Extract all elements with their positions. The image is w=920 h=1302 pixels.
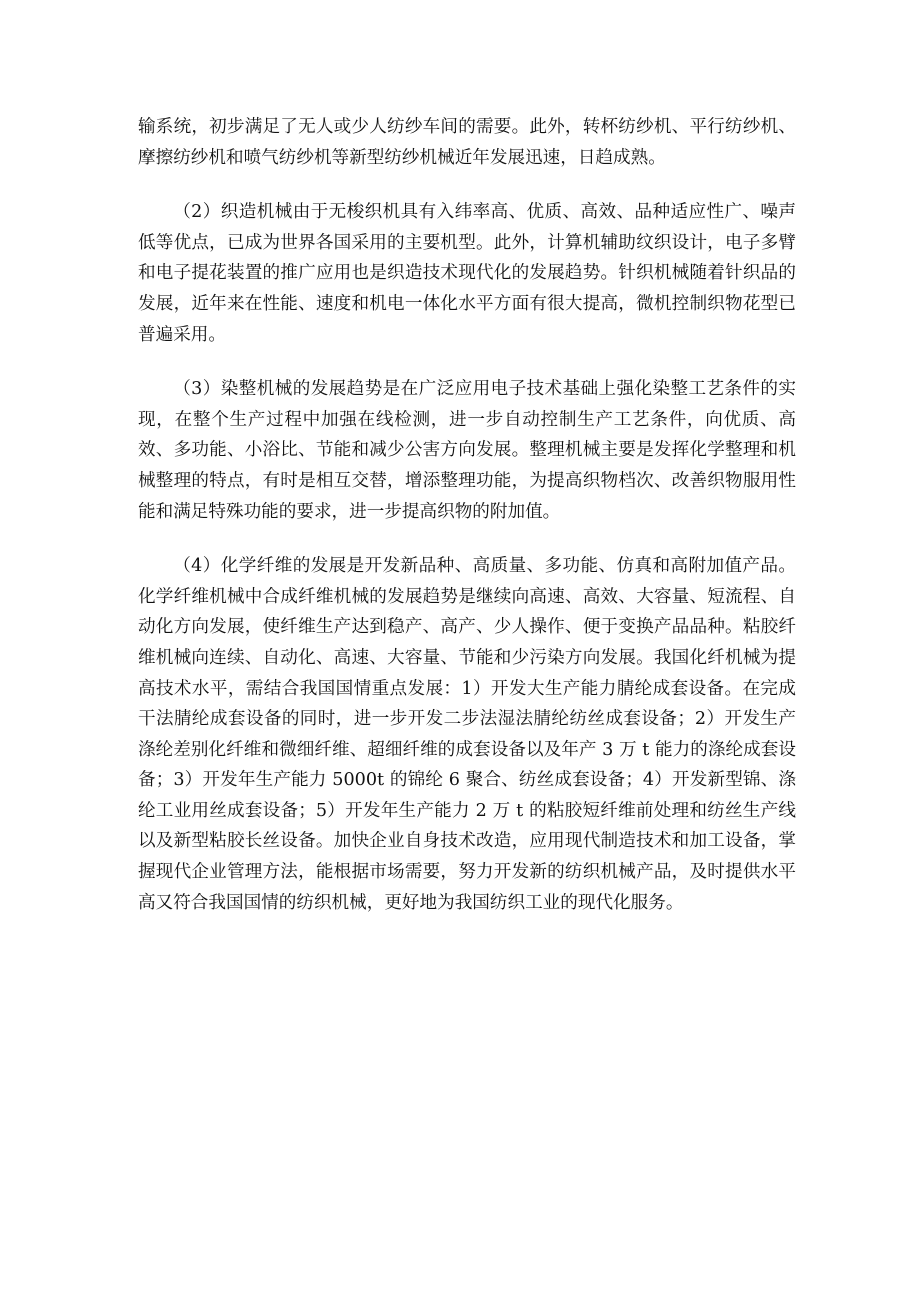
paragraph-continuation: 输系统，初步满足了无人或少人纺纱车间的需要。此外，转杯纺纱机、平行纺纱机、摩擦纺纱机和喷气纺纱机等新型纺纱机械近年发展迅速，日趋成熟。 — [138, 117, 796, 168]
paragraph-dyeing-finishing-machinery: （3）染整机械的发展趋势是在广泛应用电子技术基础上强化染整工艺条件的实现，在整个生产过程中加强在线检测，进一步自动控制生产工艺条件，向优质、高效、多功能、小浴比、节能和减少公害方向发展。整理机械主要是发挥化学整理和机械整理的特点，有时是相互交替，增添整理功能，为提高织物档次、改善织物服用性能和满足特殊功能的要求，进一步提高织物的附加值。 — [138, 379, 796, 522]
document-body — [138, 112, 796, 918]
paragraph-chemical-fiber-machinery: （4）化学纤维的发展是开发新品种、高质量、多功能、仿真和高附加值产品。化学纤维机械中合成纤维机械的发展趋势是继续向高速、高效、大容量、短流程、自动化方向发展，使纤维生产达到稳产、高产、少人操作、便于变换产品品种。粘胶纤维机械向连续、自动化、高速、大容量、节能和少污染方向发展。我国化纤机械为提高技术水平，需结合我国国情重点发展：1）开发大生产能力腈纶成套设备。在完成干法腈纶成套设备的同时，进一步开发二步法湿法腈纶纺丝成套设备；2）开发生产涤纶差别化纤维和微细纤维、超细纤维的成套设备以及年产 3 万 t 能力的涤纶成套设备；3）开发年生产能力 5000t 的锦纶 6 聚合、纺丝成套设备；4）开发新型锦、涤纶工业用丝成套设备；5）开发年生产能力 2 万 t 的粘胶短纤维前处理和纺丝生产线以及新型粘胶长丝设备。加快企业自身技术改造，应用现代制造技术和加工设备，掌握现代企业管理方法，能根据市场需要，努力开发新的纺织机械产品，及时提供水平高又符合我国国情的纺织机械，更好地为我国纺织工业的现代化服务。 — [138, 556, 796, 913]
paragraph-weaving-machinery: （2）织造机械由于无梭织机具有入纬率高、优质、高效、品种适应性广、噪声低等优点，已成为世界各国采用的主要机型。此外，计算机辅助纹织设计，电子多臂和电子提花装置的推广应用也是织造技术现代化的发展趋势。针织机械随着针织品的发展，近年来在性能、速度和机电一体化水平方面有很大提高，微机控制织物花型已普遍采用。 — [138, 202, 796, 345]
